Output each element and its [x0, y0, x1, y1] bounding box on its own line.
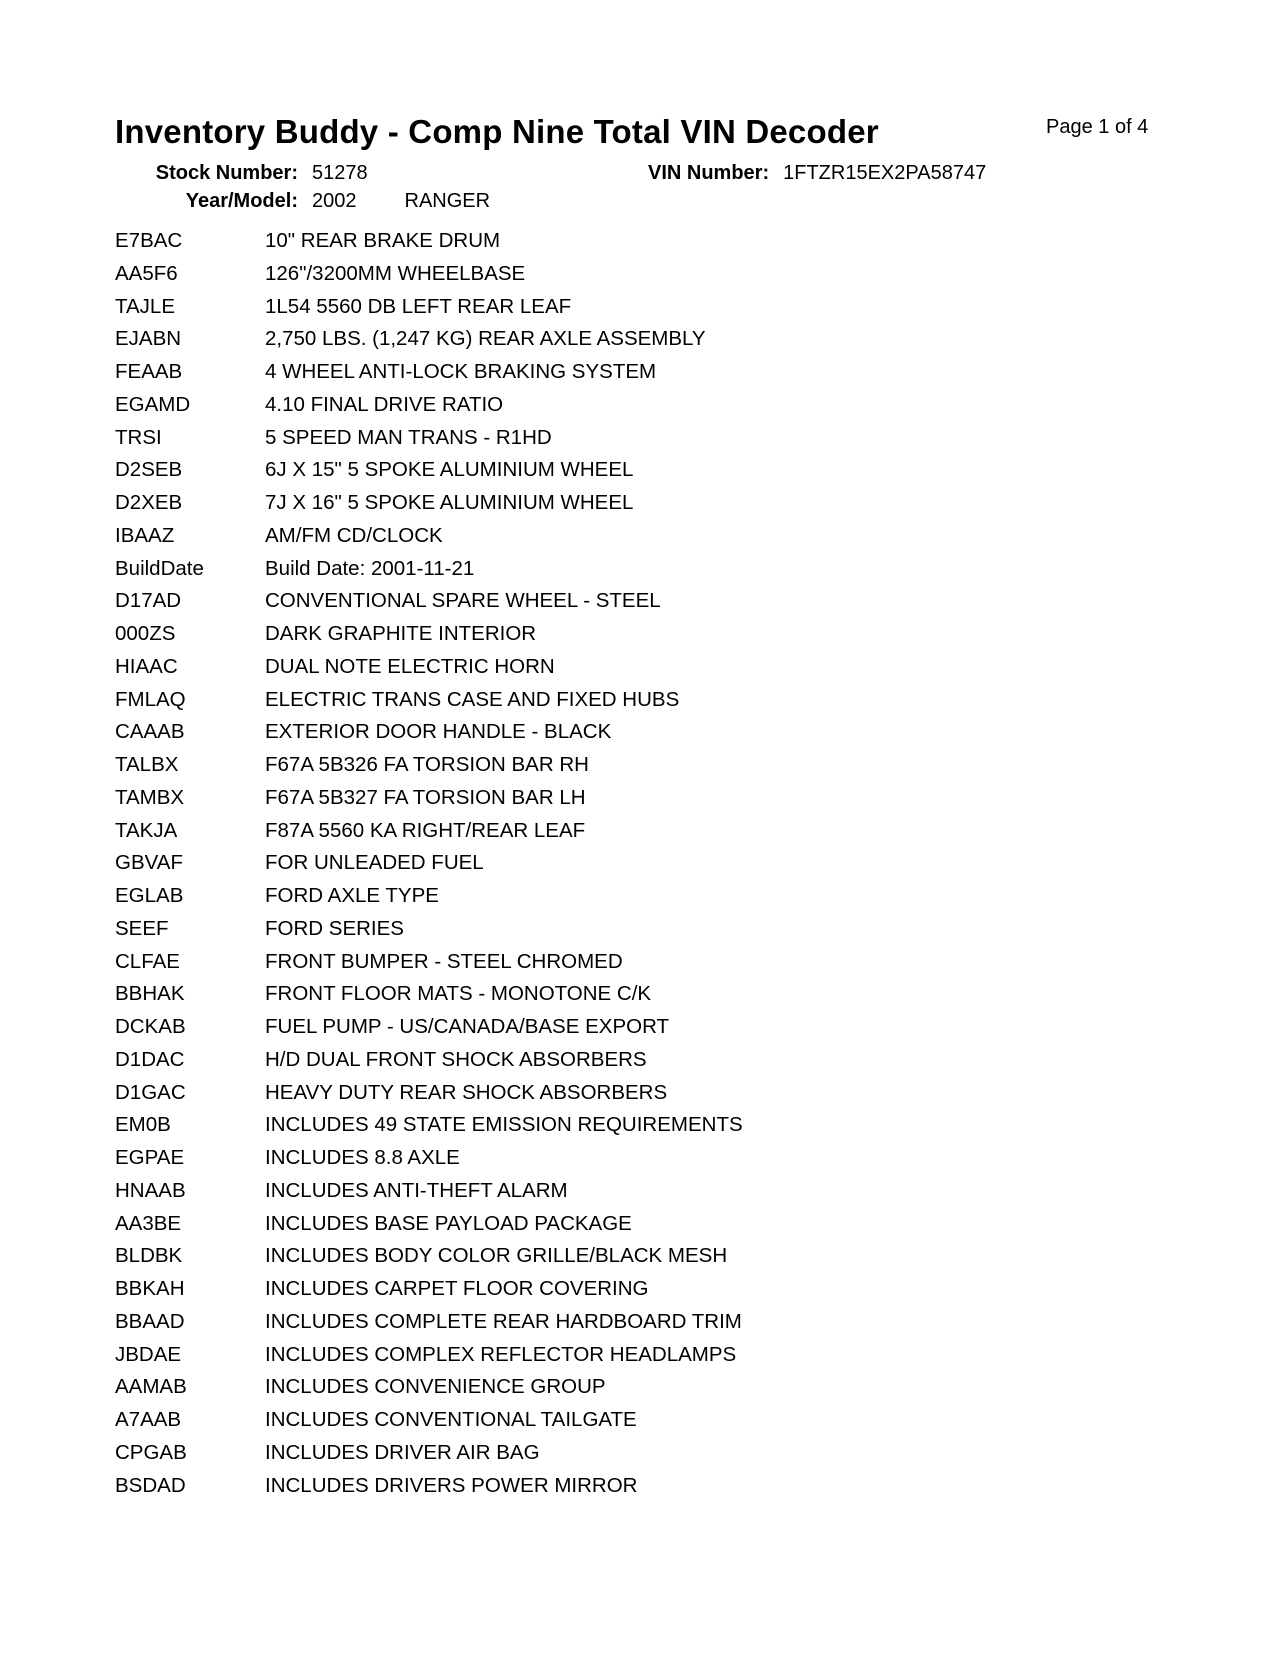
option-description: ELECTRIC TRANS CASE AND FIXED HUBS [265, 687, 680, 711]
option-row [115, 851, 1165, 884]
option-description: INCLUDES COMPLETE REAR HARDBOARD TRIM [265, 1309, 742, 1333]
stock-number-value: 51278 [312, 162, 368, 184]
page-number: Page 1 of 4 [1046, 116, 1149, 138]
option-row [115, 1048, 1165, 1081]
option-code: D17AD [115, 589, 182, 613]
document-title: Inventory Buddy - Comp Nine Total VIN Decoder [115, 113, 879, 150]
option-code: TAMBX [115, 785, 185, 809]
option-code: D1GAC [115, 1080, 186, 1104]
option-description: 5 SPEED MAN TRANS - R1HD [265, 425, 552, 449]
option-description: FOR UNLEADED FUEL [265, 851, 484, 875]
option-row [115, 1408, 1165, 1441]
option-row [115, 491, 1165, 524]
option-description: AM/FM CD/CLOCK [265, 523, 443, 547]
option-description: F67A 5B326 FA TORSION BAR RH [265, 753, 589, 776]
option-row [115, 262, 1165, 295]
option-code: EGLAB [115, 884, 184, 907]
option-code: BSDAD [115, 1473, 186, 1497]
option-row [115, 524, 1165, 557]
option-code: FEAAB [115, 360, 183, 383]
option-row [115, 753, 1165, 786]
option-code: CAAAB [115, 720, 185, 744]
option-description: INCLUDES CARPET FLOOR COVERING [265, 1277, 649, 1300]
option-row [115, 229, 1165, 262]
option-code: BBAAD [115, 1309, 185, 1333]
option-code: BLDBK [115, 1244, 183, 1268]
option-description: DUAL NOTE ELECTRIC HORN [265, 654, 555, 678]
vin-number-value: 1FTZR15EX2PA58747 [783, 162, 987, 184]
option-description: F67A 5B327 FA TORSION BAR LH [265, 785, 586, 809]
option-row [115, 1343, 1165, 1376]
option-code: BuildDate [115, 556, 204, 580]
option-row [115, 458, 1165, 491]
option-row [115, 557, 1165, 590]
option-code: CLFAE [115, 949, 180, 973]
option-code: D1DAC [115, 1047, 185, 1071]
option-description: EXTERIOR DOOR HANDLE - BLACK [265, 720, 612, 744]
option-description: FUEL PUMP - US/CANADA/BASE EXPORT [265, 1015, 670, 1038]
option-row [115, 622, 1165, 655]
option-description: INCLUDES 8.8 AXLE [265, 1146, 460, 1169]
option-row [115, 1146, 1165, 1179]
option-description: FRONT FLOOR MATS - MONOTONE C/K [265, 982, 652, 1006]
option-row [115, 884, 1165, 917]
option-description: INCLUDES BASE PAYLOAD PACKAGE [265, 1211, 632, 1235]
option-row [115, 1113, 1165, 1146]
option-code: BBHAK [115, 982, 185, 1006]
option-code: 000ZS [115, 622, 176, 645]
option-description: FORD AXLE TYPE [265, 884, 439, 907]
option-description: INCLUDES ANTI-THEFT ALARM [265, 1178, 568, 1202]
option-row [115, 1474, 1165, 1507]
option-row [115, 655, 1165, 688]
option-row [115, 1015, 1165, 1048]
option-row [115, 295, 1165, 328]
option-row [115, 1179, 1165, 1212]
option-code: A7AAB [115, 1408, 182, 1431]
option-code: EJABN [115, 327, 182, 351]
option-row [115, 1244, 1165, 1277]
option-description: 10" REAR BRAKE DRUM [265, 229, 501, 252]
option-row [115, 1375, 1165, 1408]
option-code: D2SEB [115, 458, 183, 482]
option-code: SEEF [115, 916, 169, 940]
option-code: TAJLE [115, 294, 175, 318]
option-row [115, 360, 1165, 393]
option-code: AA3BE [115, 1211, 182, 1235]
option-code: IBAAZ [115, 523, 175, 547]
option-description: Build Date: 2001-11-21 [265, 556, 475, 580]
option-row [115, 1212, 1165, 1245]
option-description: FORD SERIES [265, 916, 404, 940]
year-model-line [0, 190, 490, 213]
option-code: TALBX [115, 753, 179, 776]
option-description: CONVENTIONAL SPARE WHEEL - STEEL [265, 589, 661, 613]
option-code: AA5F6 [115, 261, 178, 285]
option-code: D2XEB [115, 491, 183, 514]
option-description: INCLUDES CONVENIENCE GROUP [265, 1375, 606, 1399]
option-description: 1L54 5560 DB LEFT REAR LEAF [265, 294, 572, 318]
option-code-list [115, 229, 1165, 1506]
option-description: 7J X 16" 5 SPOKE ALUMINIUM WHEEL [265, 491, 634, 514]
option-description: HEAVY DUTY REAR SHOCK ABSORBERS [265, 1080, 668, 1104]
option-description: FRONT BUMPER - STEEL CHROMED [265, 949, 623, 973]
option-description: 4.10 FINAL DRIVE RATIO [265, 392, 504, 416]
option-code: BBKAH [115, 1277, 185, 1300]
option-code: FMLAQ [115, 687, 186, 711]
year-model-label: Year/Model: [185, 190, 298, 212]
option-row [115, 327, 1165, 360]
option-description: INCLUDES DRIVER AIR BAG [265, 1440, 540, 1464]
option-description: 126"/3200MM WHEELBASE [265, 261, 526, 285]
option-code: EGPAE [115, 1146, 185, 1169]
year-value: 2002 [312, 190, 357, 212]
option-code: TRSI [115, 425, 162, 449]
option-row [115, 819, 1165, 852]
option-code: GBVAF [115, 851, 183, 875]
option-row [115, 950, 1165, 983]
option-description: 2,750 LBS. (1,247 KG) REAR AXLE ASSEMBLY [265, 327, 706, 351]
option-row [115, 1441, 1165, 1474]
option-code: DCKAB [115, 1015, 186, 1038]
option-description: DARK GRAPHITE INTERIOR [265, 622, 537, 645]
option-description: 4 WHEEL ANTI-LOCK BRAKING SYSTEM [265, 360, 657, 383]
option-code: AAMAB [115, 1375, 187, 1399]
option-code: EGAMD [115, 392, 191, 416]
option-code: HIAAC [115, 654, 178, 678]
option-row [115, 982, 1165, 1015]
option-description: INCLUDES 49 STATE EMISSION REQUIREMENTS [265, 1113, 743, 1137]
option-row [115, 426, 1165, 459]
option-row [115, 393, 1165, 426]
option-code: EM0B [115, 1113, 171, 1137]
option-description: H/D DUAL FRONT SHOCK ABSORBERS [265, 1047, 647, 1071]
option-row [115, 1277, 1165, 1310]
option-code: JBDAE [115, 1342, 182, 1366]
stock-number-line [0, 162, 368, 185]
option-description: 6J X 15" 5 SPOKE ALUMINIUM WHEEL [265, 458, 634, 482]
option-row [115, 589, 1165, 622]
option-row [115, 720, 1165, 753]
option-description: F87A 5560 KA RIGHT/REAR LEAF [265, 818, 586, 842]
option-description: INCLUDES COMPLEX REFLECTOR HEADLAMPS [265, 1342, 737, 1366]
option-row [115, 917, 1165, 950]
option-description: INCLUDES CONVENTIONAL TAILGATE [265, 1408, 637, 1431]
option-code: E7BAC [115, 229, 183, 252]
option-row [115, 1310, 1165, 1343]
option-code: HNAAB [115, 1178, 186, 1202]
option-row [115, 786, 1165, 819]
vin-number-label: VIN Number: [648, 162, 770, 184]
vin-number-line [648, 162, 986, 185]
model-value: RANGER [404, 190, 491, 212]
option-description: INCLUDES DRIVERS POWER MIRROR [265, 1473, 638, 1497]
option-description: INCLUDES BODY COLOR GRILLE/BLACK MESH [265, 1244, 728, 1268]
stock-number-label: Stock Number: [155, 162, 298, 184]
option-row [115, 1081, 1165, 1114]
option-row [115, 688, 1165, 721]
option-code: TAKJA [115, 818, 178, 842]
option-code: CPGAB [115, 1440, 187, 1464]
